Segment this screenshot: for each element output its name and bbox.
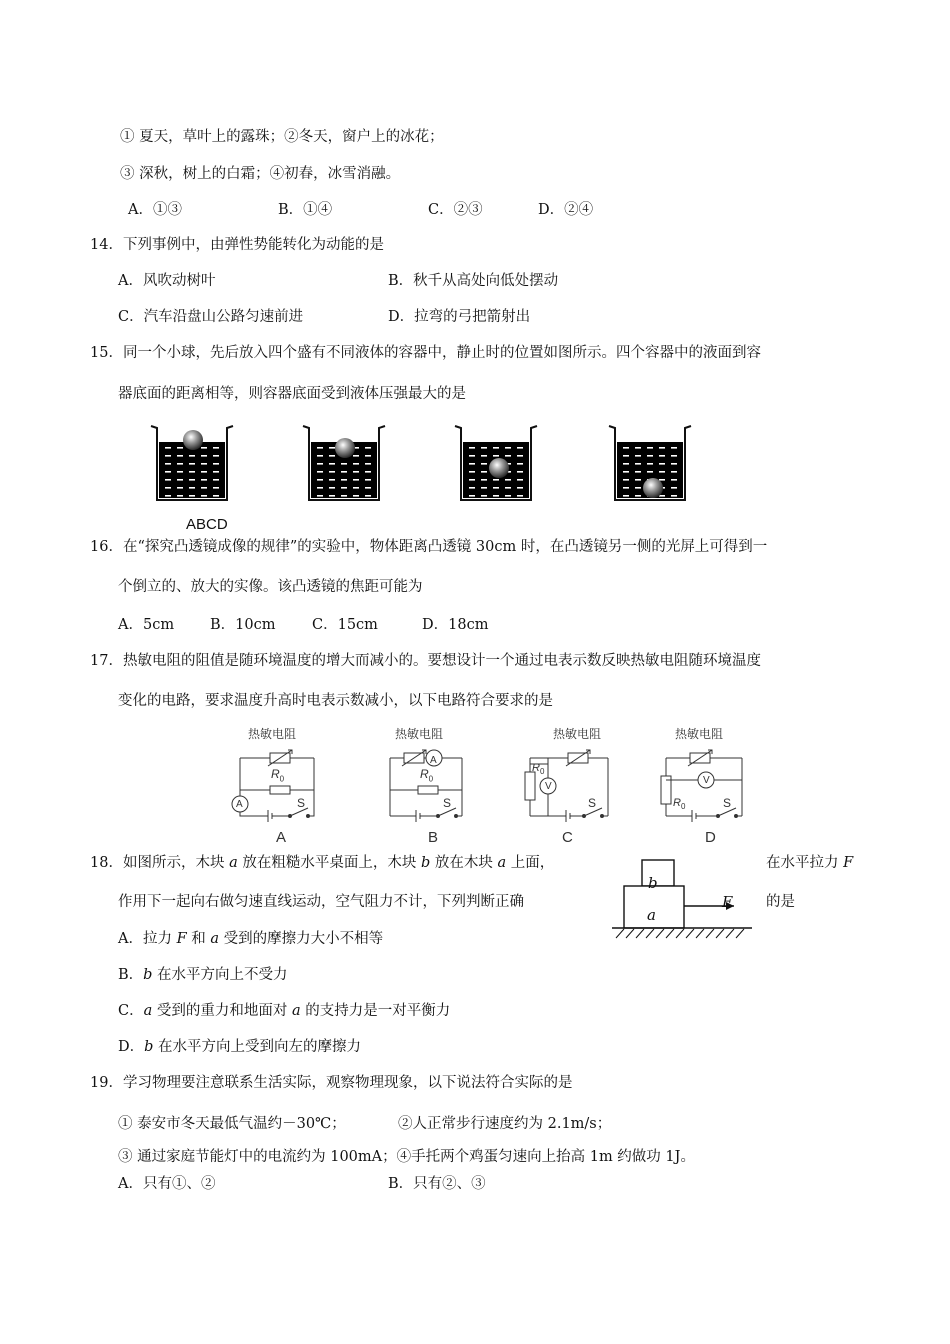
q16-option-a: A．5cm bbox=[118, 617, 175, 633]
circuit-d-r0-label: $R_0$ bbox=[673, 797, 686, 812]
q15-stem-line2: 器底面的距离相等，则容器底面受到液体压强最大的是 bbox=[118, 386, 466, 402]
q15-stem-line1: 15．同一个小球，先后放入四个盛有不同液体的容器中，静止时的位置如图所示。四个容器中的液面到容 bbox=[90, 345, 761, 361]
q19-statement-2: ②人正常步行速度约为 2.1m/s； bbox=[398, 1116, 612, 1132]
q17-stem-line2: 变化的电路，要求温度升高时电表示数减小，以下电路符合要求的是 bbox=[118, 693, 553, 709]
circuit-c-voltmeter: V bbox=[545, 781, 552, 792]
q19-statement-1: ① 泰安市冬天最低气温约－30℃； bbox=[118, 1116, 346, 1132]
circuit-a-thermistor-label: 热敏电阻 bbox=[248, 727, 297, 741]
q13-option-b: B．①④ bbox=[278, 202, 333, 218]
beaker-d bbox=[609, 426, 691, 500]
q13-statement-line2: ③ 深秋，树上的白霜；④初春，冰雪消融。 bbox=[120, 166, 401, 182]
q18-stem-line2-end: 的是 bbox=[766, 894, 795, 910]
q14-option-b: B．秋千从高处向低处摆动 bbox=[388, 273, 559, 289]
beaker-b bbox=[303, 426, 385, 500]
circuit-c-label: C bbox=[562, 829, 573, 846]
ball-d bbox=[643, 478, 663, 498]
q14-option-d: D．拉弯的弓把箭射出 bbox=[388, 309, 531, 325]
ball-c bbox=[489, 458, 509, 478]
beaker-a bbox=[151, 426, 233, 500]
q18-stem-line2: 作用下一起向右做匀速直线运动，空气阻力不计，下列判断正确 bbox=[118, 894, 524, 910]
ball-b bbox=[335, 438, 355, 458]
circuit-c-switch-label: S bbox=[588, 796, 597, 810]
circuit-a-switch-label: S bbox=[297, 796, 306, 810]
q18-option-d: D．b 在水平方向上受到向左的摩擦力 bbox=[118, 1039, 362, 1055]
circuit-b-ammeter: A bbox=[430, 755, 437, 766]
q14-option-c: C．汽车沿盘山公路匀速前进 bbox=[118, 309, 304, 325]
q18-stem-line1: 18．如图所示，木块 a 放在粗糙水平桌面上，木块 b 放在木块 a 上面， bbox=[90, 855, 555, 871]
q17-stem-line1: 17．热敏电阻的阻值是随环境温度的增大而减小的。要想设计一个通过电表示数反映热敏电阻随环境温度 bbox=[90, 653, 761, 669]
circuit-a-r0-label: $R_0$ bbox=[271, 767, 285, 784]
circuit-d-voltmeter: V bbox=[703, 775, 710, 786]
circuit-b-r0-label: $R_0$ bbox=[420, 767, 434, 784]
circuit-d-label: D bbox=[705, 829, 716, 846]
circuit-a-label: A bbox=[276, 829, 287, 846]
circuit-b-thermistor-label: 热敏电阻 bbox=[395, 727, 444, 741]
circuit-c-r0-label: $R_0$ bbox=[532, 762, 545, 777]
q14-option-a: A．风吹动树叶 bbox=[118, 273, 216, 289]
q18-stem-line1-end: 在水平拉力 F bbox=[766, 855, 854, 871]
block-a-label: a bbox=[647, 906, 656, 924]
q16-option-c: C．15cm bbox=[312, 617, 378, 633]
beaker-c bbox=[455, 426, 537, 500]
beakers-figure bbox=[145, 420, 705, 510]
q14-stem: 14．下列事例中，由弹性势能转化为动能的是 bbox=[90, 237, 384, 253]
q13-statement-line1: ① 夏天，草叶上的露珠；②冬天，窗户上的冰花； bbox=[120, 129, 444, 145]
q16-option-d: D．18cm bbox=[422, 617, 489, 633]
circuit-b-label: B bbox=[428, 829, 439, 846]
q19-option-a: A．只有①、② bbox=[118, 1176, 216, 1192]
circuit-d-switch-label: S bbox=[723, 796, 732, 810]
q13-option-a: A．①③ bbox=[128, 202, 182, 218]
q16-option-b: B．10cm bbox=[210, 617, 276, 633]
ball-a bbox=[183, 430, 203, 450]
q18-option-b: B．b 在水平方向上不受力 bbox=[118, 967, 288, 983]
q13-option-c: C．②③ bbox=[428, 202, 483, 218]
circuit-a-ammeter: A bbox=[236, 799, 243, 810]
q19-statement-line2: ③ 通过家庭节能灯中的电流约为 100mA；④手托两个鸡蛋匀速向上抬高 1m 约做功 1J。 bbox=[118, 1149, 695, 1165]
block-b-label: b bbox=[648, 874, 658, 892]
circuit-d-thermistor-label: 热敏电阻 bbox=[675, 727, 724, 741]
q19-option-b: B．只有②、③ bbox=[388, 1176, 486, 1192]
q16-stem-line2: 个倒立的、放大的实像。该凸透镜的焦距可能为 bbox=[118, 579, 423, 595]
q19-stem: 19．学习物理要注意联系生活实际，观察物理现象，以下说法符合实际的是 bbox=[90, 1075, 573, 1091]
circuit-b-switch-label: S bbox=[443, 796, 452, 810]
blocks-figure bbox=[612, 856, 762, 946]
q16-stem-line1: 16．在“探究凸透镜成像的规律”的实验中，物体距离凸透镜 30cm 时，在凸透镜另一侧的光屏上可得到一 bbox=[90, 539, 768, 555]
q18-option-a: A．拉力 F 和 a 受到的摩擦力大小不相等 bbox=[118, 931, 384, 947]
circuit-c-thermistor-label: 热敏电阻 bbox=[553, 727, 602, 741]
beaker-labels: ABCD bbox=[186, 516, 228, 533]
force-f-label: F bbox=[722, 893, 733, 911]
q13-option-d: D．②④ bbox=[538, 202, 594, 218]
q18-option-c: C．a 受到的重力和地面对 a 的支持力是一对平衡力 bbox=[118, 1003, 451, 1019]
